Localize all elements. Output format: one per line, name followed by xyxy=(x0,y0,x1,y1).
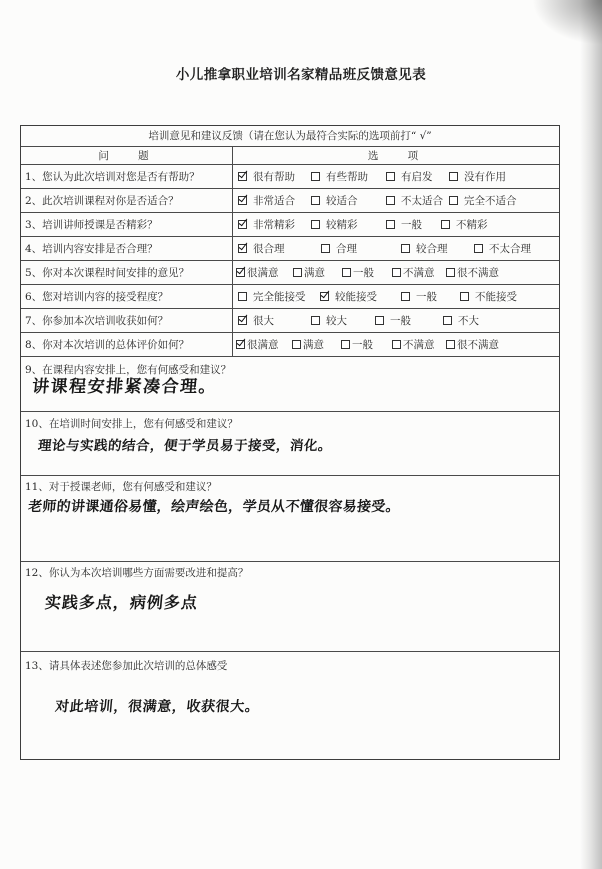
handwritten-answer: 对此培训，很满意，收获很大。 xyxy=(54,699,261,715)
option-label: 一般 xyxy=(353,267,374,279)
checkbox[interactable] xyxy=(441,220,450,229)
options-cell xyxy=(233,333,559,356)
option-label: 不能接受 xyxy=(475,291,517,303)
question-text: 13、请具体表述您参加此次培训的总体感受 xyxy=(25,660,228,672)
scan-shadow-corner xyxy=(532,0,602,45)
option-label: 有些帮助 xyxy=(326,171,368,183)
question-row-1 xyxy=(21,165,559,189)
handwritten-answer: 理论与实践的结合，便于学员易于接受，消化。 xyxy=(37,438,333,454)
question-row-7 xyxy=(21,309,559,333)
checkbox[interactable] xyxy=(238,172,247,181)
option-not-acceptable[interactable] xyxy=(460,285,517,308)
question-text: 1、您认为此次培训对您是否有帮助？ xyxy=(21,165,233,188)
option-label: 一般 xyxy=(352,339,373,351)
option-fairly-exciting[interactable] xyxy=(311,213,358,236)
option-average[interactable] xyxy=(342,261,374,284)
option-label: 较精彩 xyxy=(326,219,358,231)
checkbox[interactable] xyxy=(474,244,483,253)
checkbox[interactable] xyxy=(446,268,455,277)
checkbox[interactable] xyxy=(386,196,395,205)
question-row-5 xyxy=(21,261,559,285)
checkbox[interactable] xyxy=(293,268,302,277)
option-inspiring[interactable] xyxy=(386,165,433,188)
check-mark-icon xyxy=(239,169,248,179)
option-average[interactable] xyxy=(375,309,411,332)
checkbox[interactable] xyxy=(311,220,320,229)
option-label: 一般 xyxy=(390,315,411,327)
question-row-2 xyxy=(21,189,559,213)
checkbox[interactable] xyxy=(311,316,320,325)
checkbox[interactable] xyxy=(449,196,458,205)
checkbox[interactable] xyxy=(320,292,329,301)
question-text: 11、对于授课老师，您有何感受和建议？ xyxy=(25,481,217,493)
option-average[interactable] xyxy=(401,285,437,308)
checkbox[interactable] xyxy=(386,220,395,229)
option-not-very-reasonable[interactable] xyxy=(474,237,531,260)
option-label: 很大 xyxy=(253,315,274,327)
option-label: 有启发 xyxy=(401,171,433,183)
checkbox[interactable] xyxy=(460,292,469,301)
option-label: 没有作用 xyxy=(464,171,506,183)
option-label: 非常精彩 xyxy=(253,219,295,231)
option-somewhat-helpful[interactable] xyxy=(311,165,368,188)
open-question-row-12 xyxy=(21,562,559,652)
option-label: 完全不适合 xyxy=(464,195,517,207)
option-not-very-suitable[interactable] xyxy=(386,189,443,212)
question-text: 9、在课程内容安排上，您有何感受和建议？ xyxy=(25,364,232,376)
check-mark-icon xyxy=(239,193,248,203)
question-text: 12、你认为本次培训哪些方面需要改进和提高？ xyxy=(25,567,249,579)
option-reasonable[interactable] xyxy=(321,237,357,260)
checkbox[interactable] xyxy=(375,316,384,325)
option-label: 较能接受 xyxy=(335,291,377,303)
handwritten-answer: 实践多点，病例多点 xyxy=(44,593,199,612)
check-mark-icon xyxy=(321,289,330,299)
option-very-satisfied[interactable] xyxy=(236,261,279,284)
open-question-row-9 xyxy=(21,357,559,412)
checkbox[interactable] xyxy=(342,268,351,277)
option-label: 满意 xyxy=(303,339,324,351)
option-fairly-great[interactable] xyxy=(311,309,347,332)
option-very-helpful[interactable] xyxy=(238,165,295,188)
option-label: 很满意 xyxy=(247,339,279,351)
check-mark-icon xyxy=(237,337,246,347)
checkbox[interactable] xyxy=(449,172,458,181)
question-text: 3、培训讲师授课是否精彩？ xyxy=(21,213,233,236)
option-label: 一般 xyxy=(416,291,437,303)
handwritten-answer: 老师的讲课通俗易懂，绘声绘色，学员从不懂很容易接受。 xyxy=(27,499,401,515)
option-satisfied[interactable] xyxy=(293,261,325,284)
scan-shadow-edge xyxy=(580,0,602,869)
check-mark-icon xyxy=(239,217,248,227)
checkbox[interactable] xyxy=(238,220,247,229)
instruction-row xyxy=(21,126,559,147)
options-cell xyxy=(233,261,559,284)
option-label: 不满意 xyxy=(403,339,435,351)
checkbox[interactable] xyxy=(443,316,452,325)
option-average[interactable] xyxy=(341,333,373,356)
option-label: 不太合理 xyxy=(489,243,531,255)
checkbox[interactable] xyxy=(292,340,301,349)
question-text: 6、您对培训内容的接受程度？ xyxy=(21,285,233,308)
checkbox[interactable] xyxy=(236,340,245,349)
open-question-row-11 xyxy=(21,476,559,562)
question-text: 10、在培训时间安排上，您有何感受和建议？ xyxy=(25,418,238,430)
checkbox[interactable] xyxy=(311,172,320,181)
option-completely-unsuitable[interactable] xyxy=(449,189,517,212)
option-label: 很满意 xyxy=(247,267,279,279)
checkbox[interactable] xyxy=(238,196,247,205)
option-label: 较适合 xyxy=(326,195,358,207)
option-very-dissatisfied[interactable] xyxy=(446,261,499,284)
feedback-table xyxy=(20,125,560,760)
checkbox[interactable] xyxy=(401,244,410,253)
option-label: 较合理 xyxy=(416,243,448,255)
options-column-header: 选 项 xyxy=(367,150,425,162)
check-mark-icon xyxy=(239,313,248,323)
question-column-header: 问 题 xyxy=(21,147,233,164)
option-label: 合理 xyxy=(336,243,357,255)
option-label: 很有帮助 xyxy=(253,171,295,183)
option-dissatisfied[interactable] xyxy=(392,261,435,284)
checkbox[interactable] xyxy=(392,268,401,277)
option-very-exciting[interactable] xyxy=(238,213,295,236)
option-label: 一般 xyxy=(401,219,422,231)
options-cell xyxy=(233,165,559,188)
checkbox[interactable] xyxy=(401,292,410,301)
checkbox[interactable] xyxy=(238,316,247,325)
option-satisfied[interactable] xyxy=(292,333,324,356)
option-average[interactable] xyxy=(386,213,422,236)
option-label: 不大 xyxy=(458,315,479,327)
options-cell xyxy=(233,285,559,308)
question-row-3 xyxy=(21,213,559,237)
option-not-exciting[interactable] xyxy=(441,213,488,236)
option-fairly-reasonable[interactable] xyxy=(401,237,448,260)
option-label: 非常适合 xyxy=(253,195,295,207)
check-mark-icon xyxy=(239,241,248,251)
checkbox[interactable] xyxy=(446,340,455,349)
option-not-much[interactable] xyxy=(443,309,479,332)
option-no-effect[interactable] xyxy=(449,165,506,188)
question-text: 8、你对本次培训的总体评价如何？ xyxy=(21,333,233,356)
checkbox[interactable] xyxy=(321,244,330,253)
checkbox[interactable] xyxy=(386,172,395,181)
option-very-dissatisfied[interactable] xyxy=(446,333,499,356)
open-question-row-10 xyxy=(21,412,559,476)
option-dissatisfied[interactable] xyxy=(392,333,435,356)
option-very-satisfied[interactable] xyxy=(236,333,279,356)
question-text: 2、此次培训课程对你是否适合？ xyxy=(21,189,233,212)
option-fairly-suitable[interactable] xyxy=(311,189,358,212)
checkbox[interactable] xyxy=(236,268,245,277)
option-label: 满意 xyxy=(304,267,325,279)
option-very-suitable[interactable] xyxy=(238,189,295,212)
question-row-4 xyxy=(21,237,559,261)
options-cell xyxy=(233,189,559,212)
form-title: 小儿推拿职业培训名家精品班反馈意见表 xyxy=(175,67,427,83)
question-text: 5、你对本次课程时间安排的意见？ xyxy=(21,261,233,284)
option-fairly-acceptable[interactable] xyxy=(320,285,377,308)
checkbox[interactable] xyxy=(311,196,320,205)
checkbox[interactable] xyxy=(341,340,350,349)
handwritten-answer: 讲课程安排紧凑合理。 xyxy=(31,377,218,397)
option-label: 很不满意 xyxy=(457,267,499,279)
options-cell xyxy=(233,213,559,236)
option-label: 较大 xyxy=(326,315,347,327)
options-cell xyxy=(233,309,559,332)
option-label: 不满意 xyxy=(403,267,435,279)
option-fully-acceptable[interactable] xyxy=(238,285,306,308)
option-label: 不精彩 xyxy=(456,219,488,231)
option-label: 很合理 xyxy=(253,243,285,255)
checkbox[interactable] xyxy=(392,340,401,349)
question-row-6 xyxy=(21,285,559,309)
check-mark-icon xyxy=(237,265,246,275)
checkbox[interactable] xyxy=(238,244,247,253)
question-text: 7、你参加本次培训收获如何？ xyxy=(21,309,233,332)
option-label: 很不满意 xyxy=(457,339,499,351)
options-cell xyxy=(233,237,559,260)
question-text: 4、培训内容安排是否合理？ xyxy=(21,237,233,260)
checkbox[interactable] xyxy=(238,292,247,301)
option-label: 不太适合 xyxy=(401,195,443,207)
option-very-reasonable[interactable] xyxy=(238,237,285,260)
option-label: 完全能接受 xyxy=(253,291,306,303)
option-great[interactable] xyxy=(238,309,274,332)
open-question-row-13 xyxy=(21,652,559,759)
question-row-8 xyxy=(21,333,559,357)
column-header-row xyxy=(21,147,559,165)
instruction-text: 培训意见和建议反馈（请在您认为最符合实际的选项前打“ √” xyxy=(148,130,432,142)
